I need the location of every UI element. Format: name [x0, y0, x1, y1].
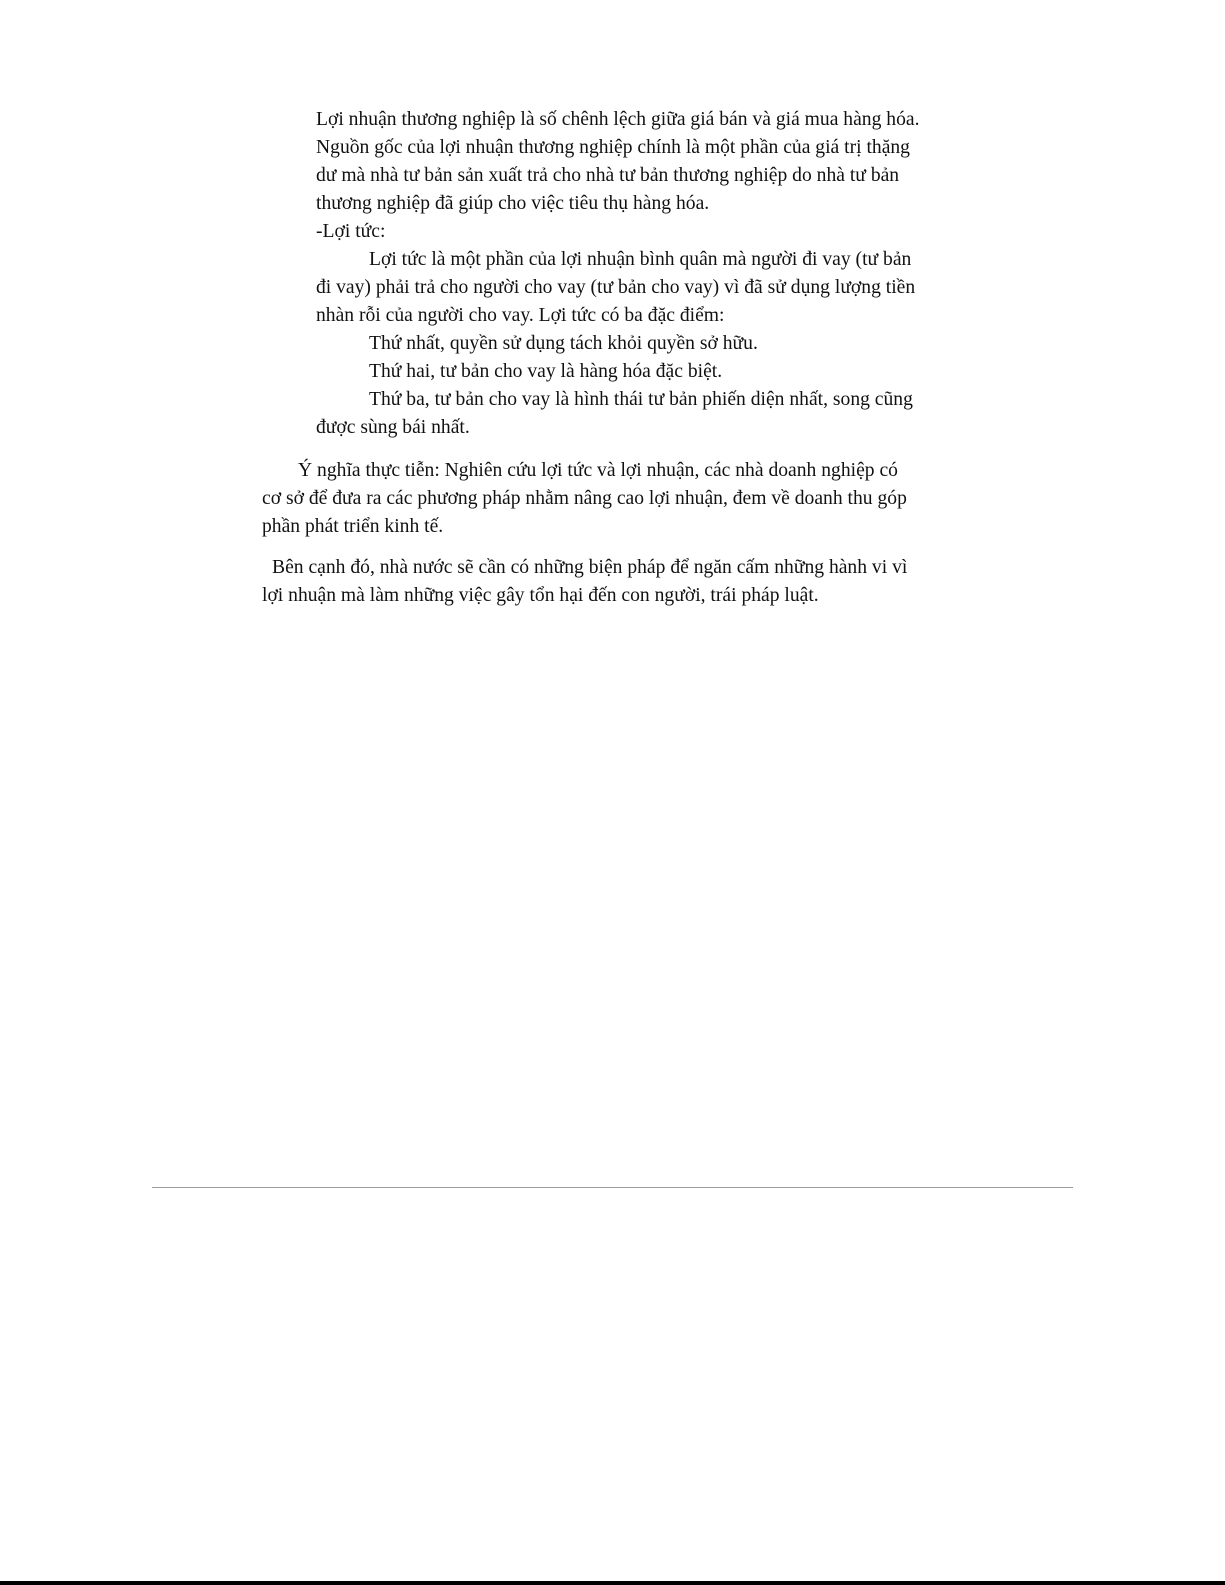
- interest-heading: -Lợi tức:: [316, 221, 386, 242]
- feature-item: Thứ ba, tư bản cho vay là hình thái tư bản phiến diện nhất, song cũng: [369, 389, 913, 410]
- text-line: Ý nghĩa thực tiễn: Nghiên cứu lợi tức và lợi nhuận, các nhà doanh nghiệp có: [298, 460, 898, 481]
- text-line: Lợi nhuận thương nghiệp là số chênh lệch giữa giá bán và giá mua hàng hóa.: [316, 109, 920, 130]
- page-bottom-edge: [0, 1581, 1225, 1585]
- text-line: thương nghiệp đã giúp cho việc tiêu thụ hàng hóa.: [316, 193, 710, 214]
- feature-item-continuation: được sùng bái nhất.: [316, 417, 470, 438]
- text-line: phần phát triển kinh tế.: [262, 516, 444, 537]
- text-line: Lợi tức là một phần của lợi nhuận bình quân mà người đi vay (tư bản: [369, 249, 912, 270]
- feature-item: Thứ hai, tư bản cho vay là hàng hóa đặc biệt.: [369, 361, 723, 382]
- text-line: cơ sở để đưa ra các phương pháp nhằm nâng cao lợi nhuận, đem về doanh thu góp: [262, 488, 907, 509]
- text-line: nhàn rỗi của người cho vay. Lợi tức có ba đặc điểm:: [316, 305, 725, 326]
- feature-item: Thứ nhất, quyền sử dụng tách khỏi quyền sở hữu.: [369, 333, 758, 354]
- text-line: dư mà nhà tư bản sản xuất trả cho nhà tư bản thương nghiệp do nhà tư bản: [316, 165, 900, 186]
- text-line: Nguồn gốc của lợi nhuận thương nghiệp chính là một phần của giá trị thặng: [316, 137, 910, 158]
- text-line: lợi nhuận mà làm những việc gây tổn hại đến con người, trái pháp luật.: [262, 585, 819, 606]
- text-line: Bên cạnh đó, nhà nước sẽ cần có những biện pháp để ngăn cấm những hành vi vì: [272, 557, 908, 578]
- text-line: đi vay) phải trả cho người cho vay (tư bản cho vay) vì đã sử dụng lượng tiền: [316, 277, 916, 298]
- page-divider: [152, 1187, 1073, 1188]
